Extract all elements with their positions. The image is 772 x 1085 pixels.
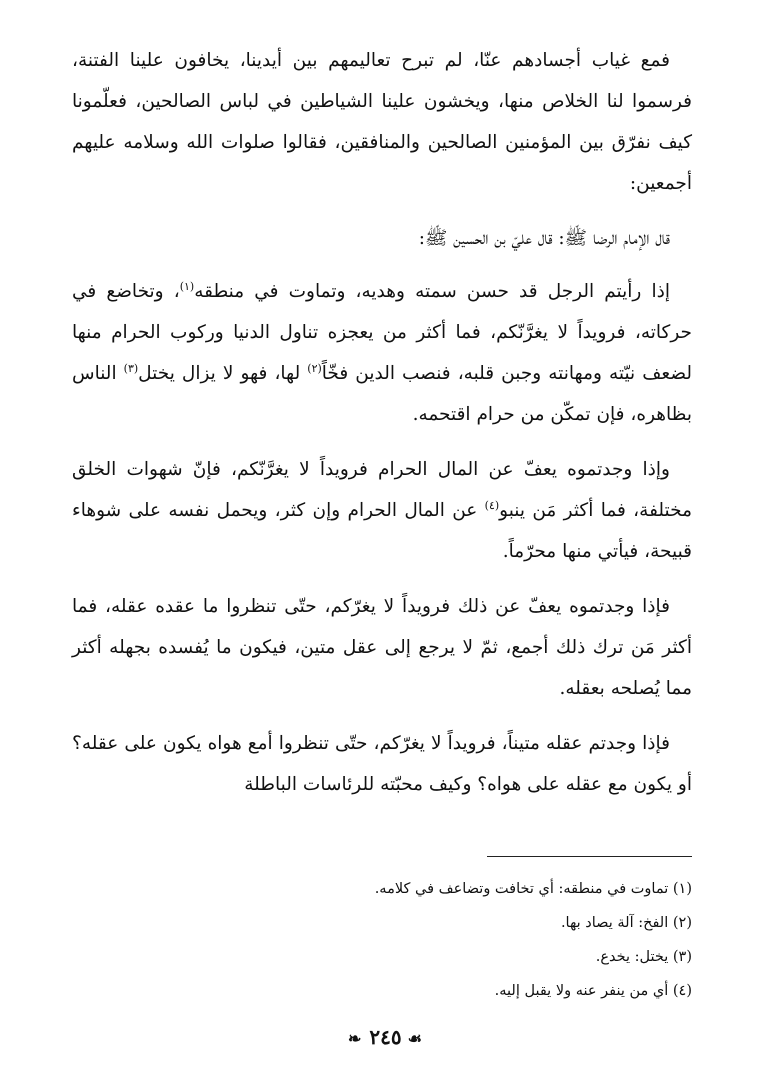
paragraph-intro: فمع غياب أجسادهم عنّا، لم تبرح تعاليمهم بين أيدينا، يخافون علينا الفتنة، فرسموا لنا الخلاص منها، ويخشون علينا الشياطين في لباس الصالحين، فعلّمونا كيف نفرّق بين المؤمنين الصالحين والمنافقين، فقالوا صلوات الله وسلامه عليهم أجمعين: — [72, 50, 692, 194]
footnote-3: (٣) يختل: يخدع. — [595, 949, 692, 965]
footnote-marker-2[interactable]: (٢) — [307, 361, 322, 375]
paragraph-1-part-c: لها، فهو لا يزال يختل — [138, 363, 308, 384]
paragraph-4: فإذا وجدتم عقله متيناً، فرويداً لا يغرّكم، حتّى تنظروا أمع هواه يكون على عقله؟ أو يكون مع عقله على هواه؟ وكيف محبّته للرئاسات الباطلة — [72, 733, 692, 795]
footnote-2: (٢) الفخ: آلة يصاد بها. — [560, 915, 692, 931]
page-number-block — [0, 1025, 772, 1049]
paragraph-1-part-d: الناس بظاهره، فإن تمكّن من حرام اقتحمه. — [72, 363, 692, 425]
paragraph-1-part-a: إذا رأيتم الرجل قد حسن سمته وهديه، وتماوت في منطقه — [194, 281, 670, 302]
paragraph-1 — [72, 271, 692, 435]
footnotes — [72, 872, 692, 1008]
paragraph-2-part-a: وإذا وجدتموه يعفّ عن المال الحرام فرويداً لا يغرَّنّكم، فإنّ شهوات الخلق مختلفة، فما أكثر مَن ينبو — [72, 459, 692, 521]
paragraph-2-part-b: عن المال الحرام وإن كثر، ويحمل نفسه على شوهاء قبيحة، فيأتي منها محرّماً. — [72, 500, 692, 562]
ornament-right-icon: ☙ — [407, 1029, 424, 1048]
paragraph-3: فإذا وجدتموه يعفّ عن ذلك فرويداً لا يغرّكم، حتّى تنظروا ما عقده عقله، فما أكثر مَن ترك ذلك أجمع، ثمّ لا يرجع إلى عقل متين، فيكون ما يُفسده بجهله أكثر مما يُصلحه بعقله. — [72, 596, 693, 699]
footnote-4: (٤) أي من ينفر عنه ولا يقبل إليه. — [494, 983, 692, 999]
main-text — [72, 40, 692, 819]
page-number: ٢٤٥ — [369, 1025, 402, 1049]
footnote-1: (١) تماوت في منطقه: أي تخافت وتضاعف في كلامه. — [374, 881, 692, 897]
paragraph-2 — [72, 449, 692, 572]
paragraph-1-part-b: ، وتخاضع في حركاته، فرويداً لا يغرَّنّكم، فما أكثر من يعجزه تناول الدنيا وركوب الحرام منها لضعف نيّته ومهانته وجبن قلبه، فنصب الدين فخّاً — [72, 281, 693, 384]
attribution-line: قال الإمام الرضا ﷺ: قال عليّ بن الحسين ﷺ: — [418, 228, 670, 249]
footnote-marker-1[interactable]: (١) — [179, 279, 195, 293]
footnote-marker-3[interactable]: (٣) — [123, 361, 139, 375]
footnote-marker-4[interactable]: (٤) — [484, 498, 500, 512]
footnote-divider — [487, 856, 692, 857]
ornament-left-icon: ❧ — [348, 1029, 364, 1048]
